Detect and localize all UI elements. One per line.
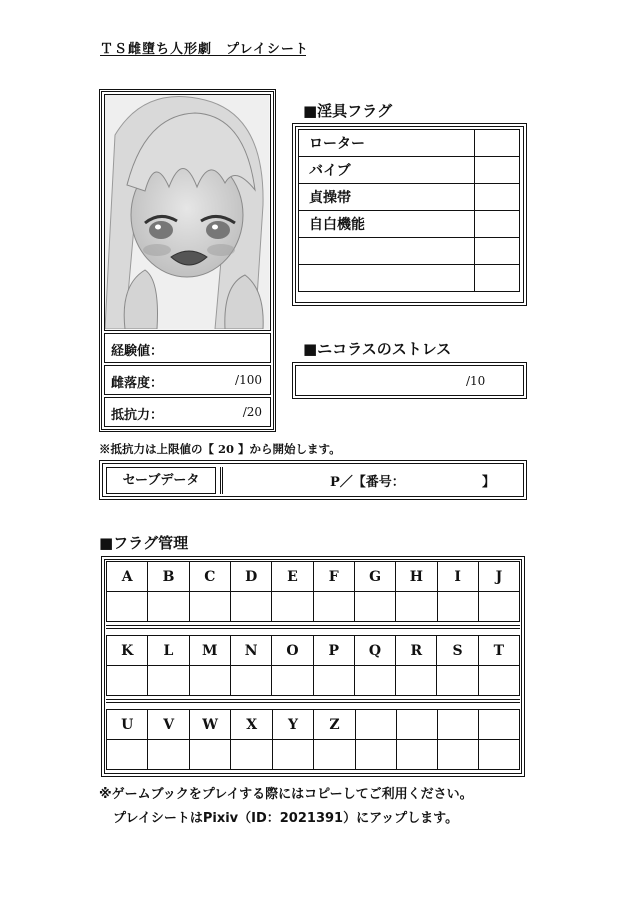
flag-check-cell[interactable] bbox=[189, 666, 230, 696]
save-bracket-close: 】 bbox=[482, 475, 496, 490]
toy-flag-row bbox=[299, 157, 520, 184]
flag-check-cell[interactable] bbox=[313, 666, 354, 696]
flag-check-cell[interactable] bbox=[478, 592, 519, 622]
toy-flag-row bbox=[299, 265, 520, 292]
flag-check-cell[interactable] bbox=[396, 740, 437, 770]
flag-check-cell[interactable] bbox=[148, 740, 189, 770]
save-page-number-label: P／【番号： bbox=[330, 475, 405, 490]
flag-check-cell[interactable] bbox=[396, 666, 437, 696]
toy-flag-checkbox[interactable] bbox=[475, 265, 520, 292]
toy-flag-row bbox=[299, 238, 520, 265]
footer-copy-note: ※ゲームブックをプレイする際にはコピーしてご利用ください。 bbox=[99, 787, 473, 802]
flag-check-cell[interactable] bbox=[230, 592, 271, 622]
flag-check-cell[interactable] bbox=[230, 666, 271, 696]
flag-check-cell[interactable] bbox=[396, 592, 437, 622]
flag-letter-row bbox=[107, 562, 520, 592]
flag-management-heading: ■フラグ管理 bbox=[99, 534, 189, 552]
stat-resistance-label: 抵抗力： bbox=[111, 408, 164, 423]
flag-check-cell[interactable] bbox=[272, 740, 313, 770]
stat-resistance-value: /20 bbox=[242, 405, 262, 419]
toy-flag-checkbox[interactable] bbox=[475, 184, 520, 211]
flag-letter: B bbox=[148, 562, 189, 592]
stat-experience bbox=[104, 333, 271, 363]
flag-letter: N bbox=[230, 636, 271, 666]
toy-flags-table bbox=[298, 129, 520, 292]
footer-pixiv-note: プレイシートはPixiv（ID：2021391）にアップします。 bbox=[113, 811, 459, 826]
toy-flag-row bbox=[299, 130, 520, 157]
flag-letter[interactable] bbox=[437, 710, 478, 740]
portrait-illustration bbox=[105, 95, 269, 329]
toy-flag-checkbox[interactable] bbox=[475, 130, 520, 157]
grid-separator bbox=[106, 625, 520, 629]
stress-field[interactable] bbox=[292, 362, 527, 399]
stat-experience-label: 経験値： bbox=[111, 344, 164, 359]
flag-letter: K bbox=[107, 636, 148, 666]
flag-check-row bbox=[107, 666, 520, 696]
save-data-label: セーブデータ bbox=[106, 467, 216, 494]
flag-letter-row bbox=[107, 710, 520, 740]
flag-check-cell[interactable] bbox=[272, 592, 313, 622]
flag-letter: T bbox=[478, 636, 519, 666]
flag-letter-row bbox=[107, 636, 520, 666]
character-portrait bbox=[104, 94, 271, 331]
flag-letter: C bbox=[189, 562, 230, 592]
flag-letter: P bbox=[313, 636, 354, 666]
flag-check-cell[interactable] bbox=[355, 740, 396, 770]
flag-check-cell[interactable] bbox=[107, 666, 148, 696]
flag-letter: X bbox=[231, 710, 272, 740]
flag-check-cell[interactable] bbox=[107, 592, 148, 622]
flag-letter: A bbox=[107, 562, 148, 592]
stress-heading: ■ニコラスのストレス bbox=[303, 340, 452, 358]
flag-letter[interactable] bbox=[355, 710, 396, 740]
flag-letter: S bbox=[437, 636, 478, 666]
flag-letter[interactable] bbox=[396, 710, 437, 740]
flag-letter: H bbox=[396, 562, 437, 592]
toy-flag-checkbox[interactable] bbox=[475, 157, 520, 184]
flag-check-row bbox=[107, 592, 520, 622]
flag-check-cell[interactable] bbox=[437, 592, 478, 622]
flag-letter: W bbox=[189, 710, 231, 740]
flag-letter: R bbox=[396, 636, 437, 666]
stat-corruption-value: /100 bbox=[235, 373, 262, 387]
toy-flag-label: 自白機能 bbox=[299, 211, 475, 238]
toy-flag-row bbox=[299, 211, 520, 238]
flag-check-cell[interactable] bbox=[231, 740, 272, 770]
flag-grid-block-3 bbox=[106, 709, 520, 770]
toy-flag-checkbox[interactable] bbox=[475, 238, 520, 265]
resistance-note: ※抵抗力は上限値の【 20 】から開始します。 bbox=[99, 442, 341, 456]
flag-letter: E bbox=[272, 562, 313, 592]
flag-letter: V bbox=[148, 710, 189, 740]
flag-letter: G bbox=[354, 562, 395, 592]
toy-flag-checkbox[interactable] bbox=[475, 211, 520, 238]
flag-check-cell[interactable] bbox=[313, 592, 354, 622]
flag-letter[interactable] bbox=[478, 710, 519, 740]
grid-separator bbox=[106, 699, 520, 703]
flag-letter: L bbox=[148, 636, 189, 666]
flag-letter: D bbox=[230, 562, 271, 592]
flag-letter: Q bbox=[354, 636, 395, 666]
toy-flag-label: バイブ bbox=[299, 157, 475, 184]
stat-resistance bbox=[104, 397, 271, 427]
flag-letter: U bbox=[107, 710, 148, 740]
flag-letter: F bbox=[313, 562, 354, 592]
flag-check-row bbox=[107, 740, 520, 770]
flag-letter: Y bbox=[272, 710, 313, 740]
flag-check-cell[interactable] bbox=[478, 666, 519, 696]
flag-letter: Z bbox=[314, 710, 355, 740]
toy-flag-label[interactable] bbox=[299, 238, 475, 265]
stat-corruption bbox=[104, 365, 271, 395]
flag-letter: J bbox=[478, 562, 519, 592]
flag-check-cell[interactable] bbox=[148, 592, 189, 622]
toy-flag-row bbox=[299, 184, 520, 211]
title-underline bbox=[100, 55, 306, 56]
stat-corruption-label: 雌落度： bbox=[111, 376, 164, 391]
flag-check-cell[interactable] bbox=[189, 592, 230, 622]
flag-check-cell[interactable] bbox=[437, 666, 478, 696]
flag-letter: O bbox=[272, 636, 313, 666]
flag-letter: I bbox=[437, 562, 478, 592]
flag-check-cell[interactable] bbox=[189, 740, 231, 770]
flag-check-cell[interactable] bbox=[107, 740, 148, 770]
flag-check-cell[interactable] bbox=[437, 740, 478, 770]
stress-value: /10 bbox=[466, 374, 486, 388]
toy-flag-label: ローター bbox=[299, 130, 475, 157]
flag-check-cell[interactable] bbox=[314, 740, 355, 770]
flag-grid-block-1 bbox=[106, 561, 520, 622]
flag-check-cell[interactable] bbox=[148, 666, 189, 696]
toy-flag-label: 貞操帯 bbox=[299, 184, 475, 211]
toy-flag-label[interactable] bbox=[299, 265, 475, 292]
flag-check-cell[interactable] bbox=[272, 666, 313, 696]
sheet-title: ＴＳ雌墮ち人形劇 プレイシート bbox=[100, 42, 309, 57]
toy-flags-heading: ■淫具フラグ bbox=[303, 102, 393, 120]
flag-check-cell[interactable] bbox=[354, 666, 395, 696]
flag-check-cell[interactable] bbox=[478, 740, 519, 770]
flag-check-cell[interactable] bbox=[354, 592, 395, 622]
flag-letter: M bbox=[189, 636, 230, 666]
flag-grid-block-2 bbox=[106, 635, 520, 696]
